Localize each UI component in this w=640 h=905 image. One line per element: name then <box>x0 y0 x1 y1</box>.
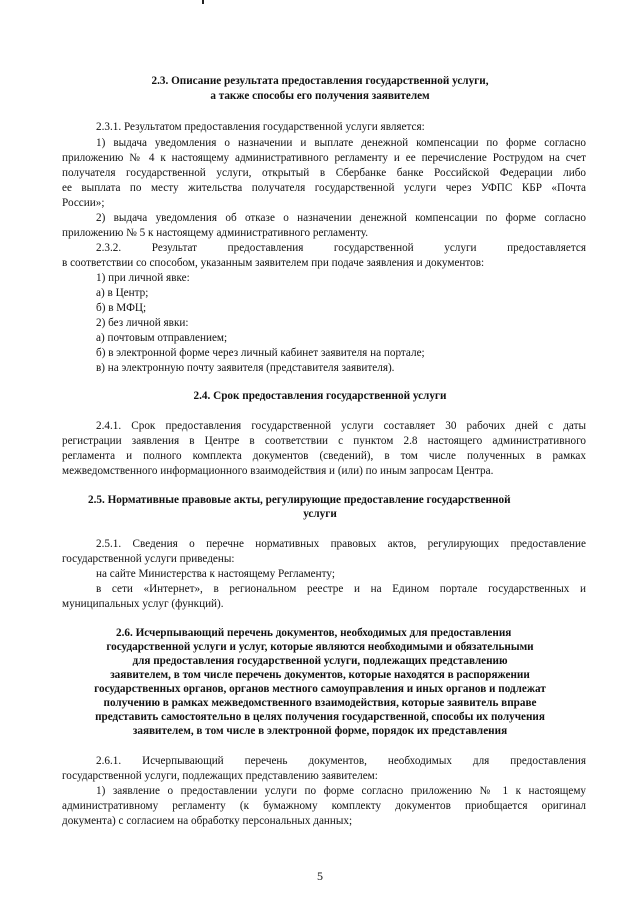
section-2-3-title-line-2: а также способы его получения заявителем <box>210 90 430 102</box>
paragraph-2-4-1-line-3: регламента и полного комплекта документов (сведений), в том числе полученных в рамках <box>62 450 586 462</box>
document-item-1-line-3: документа) с согласием на обработку персональных данных; <box>62 815 353 827</box>
scan-mark <box>202 0 204 4</box>
paragraph-2-6-1-line-1: 2.6.1. Исчерпывающий перечень документов, необходимых для предоставления <box>96 755 586 767</box>
section-2-6-title-line-8: заявителем, в том числе в электронной форме, порядок их представления <box>132 725 508 737</box>
section-2-3-title-line-1: 2.3. Описание результата предоставления государственной услуги, <box>151 75 489 87</box>
list-in-person-center: а) в Центр; <box>96 287 149 299</box>
section-2-5-title-line-1: 2.5. Нормативные правовые акты, регулирующие предоставление государственной <box>88 494 511 506</box>
section-2-6-title-line-2: государственной услуги и услуг, которые являются необходимыми и обязательными <box>106 641 534 653</box>
paragraph-2-6-1-line-2: государственной услуги, подлежащих представлению заявителем: <box>62 770 378 782</box>
paragraph-2-3-2-line-2: в соответствии со способом, указанным заявителем при подаче заявления и документов: <box>62 257 485 269</box>
page-number: 5 <box>317 869 323 883</box>
paragraph-2-5-1-line-5: муниципальных услуг (функций). <box>62 598 224 610</box>
paragraph-2-3-1: 2.3.1. Результатом предоставления государственной услуги является: <box>96 121 425 133</box>
paragraph-2-5-1-line-3: на сайте Министерства к настоящему Регламенту; <box>96 568 335 580</box>
section-2-4-title: 2.4. Срок предоставления государственной услуги <box>193 390 447 402</box>
list-remote-post: а) почтовым отправлением; <box>96 332 228 344</box>
section-2-5-title-line-2: услуги <box>303 508 337 520</box>
section-2-6-title-line-1: 2.6. Исчерпывающий перечень документов, необходимых для предоставления <box>116 627 512 639</box>
section-2-6-title-line-5: государственных органов, органов местного самоуправления и иных органов и подлежат <box>94 683 546 695</box>
item-1-line-3: получателя государственной услуги, открытый в Сбербанке банке Российской Федерации либо <box>62 167 586 179</box>
document-item-1-line-1: 1) заявление о предоставлении услуги по форме согласно приложению № 1 к настоящему <box>96 785 586 797</box>
list-in-person: 1) при личной явке: <box>96 272 190 284</box>
list-in-person-mfc: б) в МФЦ; <box>96 302 147 314</box>
paragraph-2-4-1-line-4: межведомственного информационного взаимодействия и (или) по иным запросам Центра. <box>62 465 494 477</box>
section-2-6-title-line-6: получению в рамках межведомственного взаимодействия, которые заявитель вправе <box>103 697 537 709</box>
document-item-1-line-2: административному регламенту (к бумажному комплекту документов приобщается оригинал <box>62 800 586 812</box>
item-2-line-2: приложению № 5 к настоящему административного регламенту. <box>62 227 369 239</box>
list-remote-email: в) на электронную почту заявителя (представителя заявителя). <box>96 362 395 374</box>
paragraph-2-3-2-line-1: 2.3.2. Результат предоставления государственной услуги предоставляется <box>96 242 586 254</box>
item-2-line-1: 2) выдача уведомления об отказе о назначении денежной компенсации по форме согласно <box>96 212 586 224</box>
item-1-line-4: ее выплата по месту жительства получателя государственной услуги через УФПС КБР «Почта <box>62 182 586 194</box>
paragraph-2-5-1-line-1: 2.5.1. Сведения о перечне нормативных правовых актов, регулирующих предоставление <box>96 538 586 550</box>
section-2-6-title-line-4: заявителем, в том числе перечень документов, которые находятся в распоряжении <box>110 669 530 681</box>
paragraph-2-5-1-line-4: в сети «Интернет», в региональном реестре и на Едином портале государственных и <box>96 583 586 595</box>
paragraph-2-5-1-line-2: государственной услуги приведены: <box>62 553 235 565</box>
list-remote-portal: б) в электронной форме через личный кабинет заявителя на портале; <box>96 347 425 359</box>
item-1-line-5: России»; <box>62 197 105 209</box>
list-remote: 2) без личной явки: <box>96 317 189 329</box>
section-2-6-title-line-3: для предоставления государственной услуги, подлежащих представлению <box>132 655 508 667</box>
section-2-6-title-line-7: представить самостоятельно в целях получения государственной, способы их получения <box>95 711 545 723</box>
item-1-line-1: 1) выдача уведомления о назначении и выплате денежной компенсации по форме согласно <box>96 137 586 149</box>
paragraph-2-4-1-line-2: регистрации заявления в Центре в соответствии с пунктом 2.8 настоящего административного <box>62 435 586 447</box>
paragraph-2-4-1-line-1: 2.4.1. Срок предоставления государственной услуги составляет 30 рабочих дней с даты <box>96 420 586 432</box>
item-1-line-2: приложению № 4 к настоящему административного регламенту и ее перечисление Рострудом на счет <box>62 152 586 164</box>
